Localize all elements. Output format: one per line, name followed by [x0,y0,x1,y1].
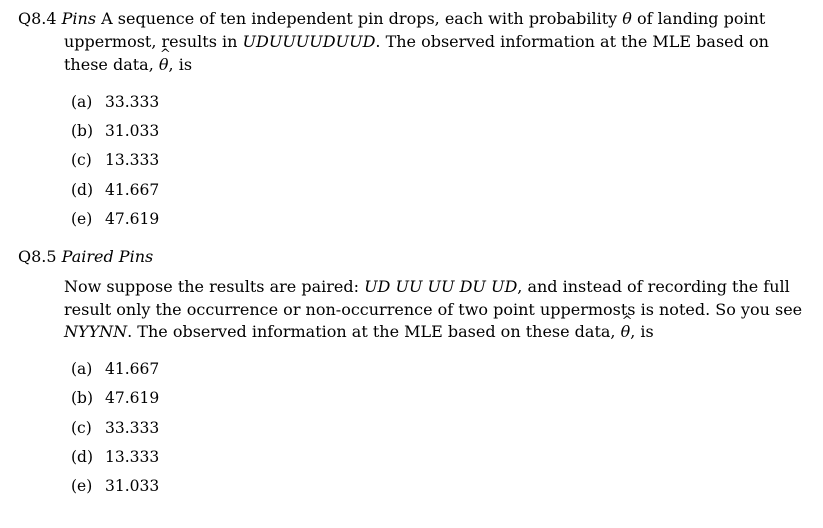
q84-option-a [71,93,159,111]
q84-theta: θ [622,9,632,28]
q85-option-a [71,360,159,378]
q84-line2-post: . The observed information at the MLE based on [375,32,769,51]
q85-option-value: 41.667 [105,360,160,378]
q84-heading [18,9,765,28]
q84-option-label: (e) [71,210,93,228]
q85-option-e [71,477,159,495]
q84-option-label: (c) [71,151,92,169]
q84-option-label: (b) [71,122,94,140]
q84-line1-post: of landing point [637,9,766,28]
q84-line3-post: , is [168,54,193,74]
q84-option-value: 33.333 [105,93,160,111]
q84-option-c [71,151,159,169]
q85-option-label: (e) [71,477,93,495]
q85-line1-post: , and instead of recording the full [517,277,790,296]
q85-heading [18,247,153,266]
q85-option-value: 13.333 [105,448,160,466]
q84-line3-pre: these data, [64,54,154,74]
q84-option-e [71,210,159,228]
q84-line2 [64,31,799,54]
q85-option-label: (a) [71,360,93,378]
q84-line1-pre: A sequence of ten independent pin drops, each with probability [101,9,618,28]
q84-sequence: UDUUUUDUUD [242,32,376,51]
q85-line3-mid: . The observed information at the MLE based on these data, [127,322,616,341]
q84-option-d [71,181,159,199]
q85-option-label: (b) [71,389,94,407]
q84-line3 [64,54,799,77]
q84-title: Pins [61,9,97,28]
q85-option-c [71,419,159,437]
q84-option-value: 31.033 [105,122,160,140]
q85-line3-post: , is [630,322,654,341]
q84-option-value: 41.667 [105,181,160,199]
q85-observed: NYYNN [64,322,128,341]
q84-option-label: (a) [71,93,93,111]
q84-theta-hat: ^ θ [159,54,169,77]
q84-line2-pre: uppermost, results in [64,32,238,51]
q85-option-value: 33.333 [105,419,160,437]
q84-option-value: 13.333 [105,151,160,169]
q85-line3 [64,321,799,344]
q84-option-value: 47.619 [105,210,160,228]
q85-option-b [71,389,159,407]
q85-option-d [71,448,159,466]
q85-pairs: UD UU UU DU UD [364,277,518,296]
q85-body [64,276,803,344]
q85-theta-hat: ^ θ [621,321,631,344]
q85-title: Paired Pins [61,247,154,266]
q85-option-value: 47.619 [105,389,160,407]
q85-option-label: (d) [71,448,94,466]
q84-number: Q8.4 [18,9,57,28]
q85-line1 [64,276,799,299]
q85-option-label: (c) [71,419,92,437]
q85-line1-pre: Now suppose the results are paired: [64,277,359,296]
q84-body [64,31,799,76]
q84-option-b [71,122,159,140]
q85-number: Q8.5 [18,247,57,266]
q85-option-value: 31.033 [105,477,160,495]
q85-line2: result only the occurrence or non-occurrence of two point uppermosts is noted. So you see [64,299,803,319]
q84-option-label: (d) [71,181,94,199]
